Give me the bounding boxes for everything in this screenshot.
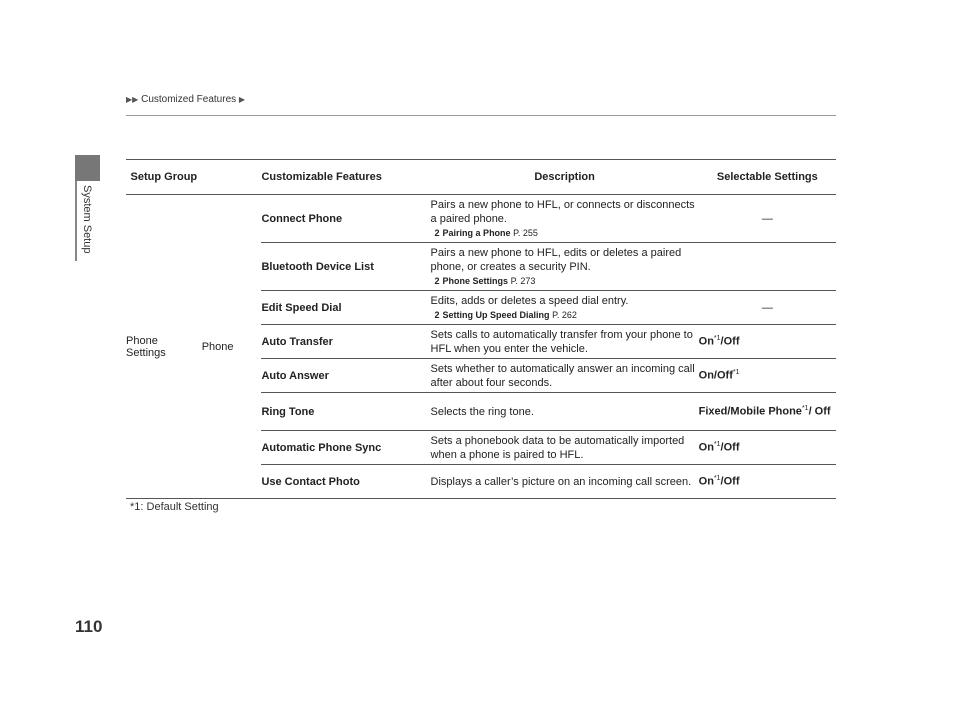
feature-description bbox=[431, 291, 699, 325]
description-text: Sets whether to automatically answer an incoming call after about four seconds. bbox=[430, 362, 695, 389]
header-divider bbox=[126, 115, 836, 116]
reference-title: Phone Settings bbox=[442, 275, 509, 286]
default-marker: *1 bbox=[713, 335, 721, 343]
selectable-settings bbox=[699, 325, 836, 359]
reference-arrow-icon: 2 bbox=[434, 309, 440, 320]
setting-value-alt: / Off bbox=[808, 405, 831, 418]
table-row bbox=[126, 195, 836, 243]
setup-group-cell: Phone Settings bbox=[126, 195, 202, 499]
selectable-settings bbox=[699, 243, 836, 291]
description-text: Sets calls to automatically transfer from your phone to HFL when you enter the vehicle. bbox=[430, 328, 693, 355]
setting-value: Fixed/Mobile Phone bbox=[698, 405, 802, 418]
selectable-settings bbox=[699, 393, 836, 431]
breadcrumb-item[interactable]: Customized Features bbox=[141, 94, 237, 105]
page-reference-link[interactable] bbox=[435, 274, 699, 288]
feature-name: Edit Speed Dial bbox=[261, 291, 430, 325]
feature-name: Connect Phone bbox=[261, 195, 430, 243]
description-text: Sets a phonebook data to be automatically imported when a phone is paired to HFL. bbox=[430, 434, 685, 461]
description-text: Pairs a new phone to HFL, or connects or disconnects a paired phone. bbox=[430, 198, 695, 225]
feature-description bbox=[431, 465, 699, 499]
reference-title: Pairing a Phone bbox=[442, 227, 511, 238]
reference-arrow-icon: 2 bbox=[434, 275, 440, 286]
triangle-right-icon: ▶ bbox=[238, 95, 246, 104]
setting-value: On bbox=[698, 335, 714, 348]
selectable-settings: — bbox=[699, 195, 836, 243]
selectable-settings bbox=[699, 465, 836, 499]
description-text: Selects the ring tone. bbox=[430, 405, 534, 418]
feature-description bbox=[431, 393, 699, 431]
description-text: Edits, adds or deletes a speed dial entry. bbox=[430, 294, 629, 307]
default-marker: *1 bbox=[801, 405, 809, 413]
setting-value: On bbox=[698, 475, 714, 488]
side-label: System Setup bbox=[81, 185, 93, 254]
feature-name: Auto Transfer bbox=[261, 325, 430, 359]
default-marker: *1 bbox=[713, 441, 721, 449]
feature-description bbox=[431, 243, 699, 291]
page-reference-link[interactable] bbox=[435, 226, 699, 240]
default-marker: *1 bbox=[713, 475, 721, 483]
footnote: *1: Default Setting bbox=[130, 501, 219, 513]
column-header-feature: Customizable Features bbox=[261, 160, 430, 195]
feature-name: Ring Tone bbox=[261, 393, 430, 431]
page-number: 110 bbox=[75, 617, 103, 636]
reference-page: P. 255 bbox=[513, 227, 538, 238]
features-table bbox=[126, 159, 836, 499]
breadcrumb bbox=[126, 94, 245, 105]
section-tab bbox=[75, 155, 100, 181]
setting-value-alt: /Off bbox=[720, 335, 740, 348]
column-header-group: Setup Group bbox=[126, 160, 202, 195]
feature-name: Use Contact Photo bbox=[261, 465, 430, 499]
default-marker: *1 bbox=[732, 369, 740, 377]
selectable-settings bbox=[699, 359, 836, 393]
feature-description bbox=[431, 195, 699, 243]
feature-description bbox=[431, 359, 699, 393]
feature-name: Bluetooth Device List bbox=[261, 243, 430, 291]
reference-arrow-icon: 2 bbox=[434, 227, 440, 238]
feature-description bbox=[431, 431, 699, 465]
reference-page: P. 273 bbox=[510, 275, 536, 286]
feature-description bbox=[431, 325, 699, 359]
column-header-settings: Selectable Settings bbox=[699, 160, 836, 195]
feature-name: Automatic Phone Sync bbox=[261, 431, 430, 465]
page-reference-link[interactable] bbox=[435, 308, 699, 322]
subgroup-cell: Phone bbox=[202, 195, 262, 499]
selectable-settings bbox=[699, 431, 836, 465]
setting-value: On bbox=[698, 441, 714, 454]
selectable-settings: — bbox=[699, 291, 836, 325]
triangle-right-icon: ▶▶ bbox=[126, 95, 139, 104]
column-header-description: Description bbox=[431, 160, 699, 195]
section-tab-line bbox=[75, 181, 77, 261]
feature-name: Auto Answer bbox=[261, 359, 430, 393]
setting-value: On/Off bbox=[698, 369, 733, 382]
reference-page: P. 262 bbox=[552, 309, 577, 320]
setting-value-alt: /Off bbox=[720, 441, 740, 454]
setting-value-alt: /Off bbox=[720, 475, 740, 488]
description-text: Displays a caller’s picture on an incoming call screen. bbox=[430, 475, 692, 488]
description-text: Pairs a new phone to HFL, edits or deletes a paired phone, or creates a security PIN. bbox=[430, 246, 682, 273]
reference-title: Setting Up Speed Dialing bbox=[442, 309, 550, 320]
